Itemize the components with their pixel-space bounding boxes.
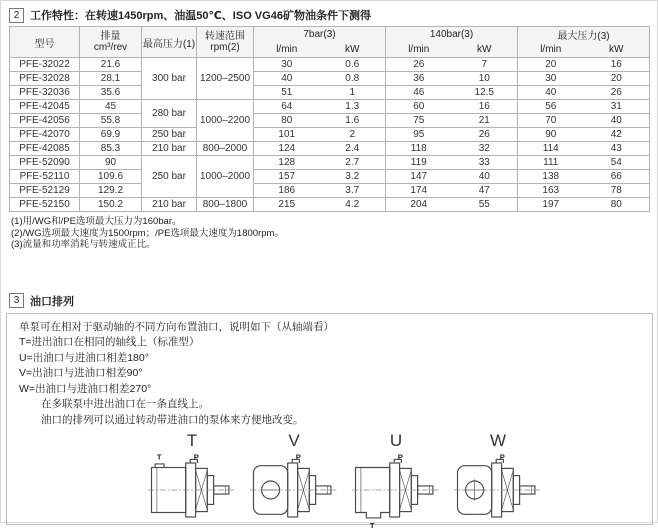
pump-diagram-W-label: W bbox=[489, 431, 507, 450]
subheader-kw-140bar: kW bbox=[452, 42, 518, 58]
table-cell: 35.6 bbox=[80, 86, 142, 100]
table-cell: PFE-52090 bbox=[10, 156, 80, 170]
description-line: W=出油口与进油口相差270° bbox=[19, 382, 152, 395]
table-cell: 114 bbox=[518, 142, 584, 156]
pump-W-drawing-svg bbox=[453, 450, 543, 530]
table-cell: PFE-42045 bbox=[10, 100, 80, 114]
table-cell: 16 bbox=[452, 100, 518, 114]
description-line: T=进出油口在相同的轴线上（标准型） bbox=[19, 336, 200, 348]
table-cell: 26 bbox=[452, 128, 518, 142]
table-cell: 1200–2500 bbox=[197, 58, 254, 100]
table-cell: 78 bbox=[584, 184, 650, 198]
table-cell: PFE-32028 bbox=[10, 72, 80, 86]
col-header-max-pressure: 最高压力(1) bbox=[142, 27, 197, 58]
footnote-line: (1)用/WG和/PE选项最大压力为160bar。 bbox=[11, 216, 182, 227]
table-cell: 26 bbox=[386, 58, 452, 72]
port-T-label: T bbox=[369, 520, 375, 530]
table-cell: 2.4 bbox=[320, 142, 386, 156]
table-cell: 55.8 bbox=[80, 114, 142, 128]
section2-title: 工作特性：在转速1450rpm、油温50℃、ISO VG46矿物油条件下测得 bbox=[30, 10, 371, 22]
table-cell: 250 bar bbox=[142, 156, 197, 198]
table-cell: 101 bbox=[254, 128, 320, 142]
table-row bbox=[10, 100, 650, 114]
pump-T-drawing-svg bbox=[147, 450, 237, 530]
table-cell: 3.2 bbox=[320, 170, 386, 184]
table-cell: 40 bbox=[584, 114, 650, 128]
table-cell: 210 bar bbox=[142, 142, 197, 156]
table-cell: 157 bbox=[254, 170, 320, 184]
table-row bbox=[10, 128, 650, 142]
footnotes bbox=[11, 216, 657, 251]
pump-diagram-T-label: T bbox=[186, 431, 198, 450]
table-cell: 1000–2200 bbox=[197, 100, 254, 142]
table-cell: 21 bbox=[452, 114, 518, 128]
port-P-label: P bbox=[295, 452, 301, 462]
table-cell: 32 bbox=[452, 142, 518, 156]
table-row bbox=[10, 58, 650, 72]
col-header-speed-range-line2: rpm(2) bbox=[210, 42, 240, 53]
subheader-lmin-140bar: l/min bbox=[386, 42, 452, 58]
table-cell: 45 bbox=[80, 100, 142, 114]
description-line: 单泵可在相对于驱动轴的不同方向布置油口，说明如下（从轴端看） bbox=[19, 320, 334, 333]
table-cell: 95 bbox=[386, 128, 452, 142]
col-header-speed-range-line1: 转速范围 bbox=[205, 31, 245, 42]
table-cell: 111 bbox=[518, 156, 584, 170]
table-cell: 60 bbox=[386, 100, 452, 114]
table-cell: 20 bbox=[518, 58, 584, 72]
table-cell: 4.2 bbox=[320, 198, 386, 212]
port-T-label: T bbox=[156, 452, 162, 462]
col-header-displacement bbox=[80, 27, 142, 58]
table-cell: 10 bbox=[452, 72, 518, 86]
description-line: 在多联泵中进出油口在一条直线上。 bbox=[41, 398, 209, 410]
table-cell: 20 bbox=[584, 72, 650, 86]
table-cell: 46 bbox=[386, 86, 452, 100]
table-cell: 215 bbox=[254, 198, 320, 212]
table-cell: 0.8 bbox=[320, 72, 386, 86]
table-cell: 2 bbox=[320, 128, 386, 142]
table-cell: 147 bbox=[386, 170, 452, 184]
table-cell: 30 bbox=[518, 72, 584, 86]
pump-V-drawing-svg bbox=[249, 450, 339, 530]
pump-diagram-U-label: U bbox=[389, 431, 403, 450]
col-group-7bar: 7bar(3) bbox=[254, 27, 386, 43]
table-row bbox=[10, 198, 650, 212]
table-cell: 800–1800 bbox=[197, 198, 254, 212]
table-row bbox=[10, 156, 650, 170]
table-cell: 186 bbox=[254, 184, 320, 198]
section3-number-box: 3 bbox=[9, 293, 24, 308]
table-row bbox=[10, 142, 650, 156]
table-cell: 47 bbox=[452, 184, 518, 198]
port-P-label: P bbox=[499, 452, 505, 462]
table-cell: 16 bbox=[584, 58, 650, 72]
table-cell: 55 bbox=[452, 198, 518, 212]
section2-header bbox=[9, 7, 657, 23]
table-cell: PFE-52129 bbox=[10, 184, 80, 198]
table-cell: 40 bbox=[518, 86, 584, 100]
table-cell: 138 bbox=[518, 170, 584, 184]
table-cell: 75 bbox=[386, 114, 452, 128]
table-cell: 3.7 bbox=[320, 184, 386, 198]
table-cell: 85.3 bbox=[80, 142, 142, 156]
table-cell: 1.6 bbox=[320, 114, 386, 128]
table-cell: 128 bbox=[254, 156, 320, 170]
pump-diagram-W bbox=[453, 432, 543, 530]
table-row bbox=[10, 86, 650, 100]
table-cell: PFE-42070 bbox=[10, 128, 80, 142]
table-row bbox=[10, 72, 650, 86]
table-cell: 43 bbox=[584, 142, 650, 156]
section2-number-box: 2 bbox=[9, 8, 24, 23]
table-cell: 119 bbox=[386, 156, 452, 170]
table-cell: 56 bbox=[518, 100, 584, 114]
col-header-speed-range bbox=[197, 27, 254, 58]
section3-header bbox=[9, 293, 657, 309]
table-cell: 21.6 bbox=[80, 58, 142, 72]
col-header-displacement-line2: cm³/rev bbox=[93, 42, 128, 53]
table-cell: 197 bbox=[518, 198, 584, 212]
table-cell: 70 bbox=[518, 114, 584, 128]
oil-port-description bbox=[19, 320, 640, 429]
table-cell: 118 bbox=[386, 142, 452, 156]
table-cell: 90 bbox=[518, 128, 584, 142]
port-P-label: P bbox=[193, 452, 199, 462]
subheader-kw-max: kW bbox=[584, 42, 650, 58]
table-cell: 124 bbox=[254, 142, 320, 156]
description-line: 油口的排列可以通过转动带进油口的泵体来方便地改变。 bbox=[41, 413, 304, 426]
table-cell: 1.3 bbox=[320, 100, 386, 114]
col-header-displacement-line1: 排量 bbox=[100, 31, 121, 42]
oil-port-box bbox=[6, 313, 653, 530]
table-cell: 174 bbox=[386, 184, 452, 198]
subheader-lmin-max: l/min bbox=[518, 42, 584, 58]
table-cell: 280 bar bbox=[142, 100, 197, 128]
table-cell: 90 bbox=[80, 156, 142, 170]
table-cell: 7 bbox=[452, 58, 518, 72]
table-cell: PFE-42085 bbox=[10, 142, 80, 156]
table-cell: PFE-52150 bbox=[10, 198, 80, 212]
footnote-line: (2)/WG选项最大速度为1500rpm；/PE选项最大速度为1800rpm。 bbox=[11, 227, 284, 239]
description-line: V=出油口与进油口相差90° bbox=[19, 367, 143, 379]
pump-U-drawing-svg bbox=[351, 450, 441, 530]
col-group-140bar: 140bar(3) bbox=[386, 27, 518, 43]
table-cell: 51 bbox=[254, 86, 320, 100]
table-cell: 40 bbox=[254, 72, 320, 86]
table-cell: 109.6 bbox=[80, 170, 142, 184]
table-cell: 64 bbox=[254, 100, 320, 114]
table-cell: 66 bbox=[584, 170, 650, 184]
table-cell: 36 bbox=[386, 72, 452, 86]
pump-diagram-U bbox=[351, 432, 441, 530]
performance-table bbox=[9, 26, 650, 212]
pump-diagram-V-label: V bbox=[288, 431, 300, 450]
table-body bbox=[10, 58, 650, 212]
footnote-line: (3)流量和功率消耗与转速成正比。 bbox=[11, 239, 156, 250]
table-cell: 210 bar bbox=[142, 198, 197, 212]
table-cell: 0.6 bbox=[320, 58, 386, 72]
pump-diagram-T bbox=[147, 432, 237, 530]
table-cell: 30 bbox=[254, 58, 320, 72]
table-cell: 800–2000 bbox=[197, 142, 254, 156]
table-cell: 26 bbox=[584, 86, 650, 100]
table-cell: 12.5 bbox=[452, 86, 518, 100]
table-row bbox=[10, 170, 650, 184]
subheader-kw-7bar: kW bbox=[320, 42, 386, 58]
table-cell: 150.2 bbox=[80, 198, 142, 212]
section3-title: 油口排列 bbox=[30, 295, 74, 308]
table-cell: 54 bbox=[584, 156, 650, 170]
col-header-model: 型号 bbox=[10, 27, 80, 58]
table-cell: 31 bbox=[584, 100, 650, 114]
table-cell: 129.2 bbox=[80, 184, 142, 198]
port-P-label: P bbox=[397, 452, 403, 462]
table-cell: 1 bbox=[320, 86, 386, 100]
table-cell: 204 bbox=[386, 198, 452, 212]
table-row bbox=[10, 114, 650, 128]
table-cell: 80 bbox=[254, 114, 320, 128]
table-cell: 250 bar bbox=[142, 128, 197, 142]
table-cell: 1000–2000 bbox=[197, 156, 254, 198]
pump-diagram-V bbox=[249, 432, 339, 530]
table-cell: 42 bbox=[584, 128, 650, 142]
table-cell: 80 bbox=[584, 198, 650, 212]
table-cell: 69.9 bbox=[80, 128, 142, 142]
col-group-max-pressure: 最大压力(3) bbox=[518, 27, 650, 43]
table-cell: 2.7 bbox=[320, 156, 386, 170]
table-cell: 28.1 bbox=[80, 72, 142, 86]
table-cell: PFE-52110 bbox=[10, 170, 80, 184]
table-cell: 300 bar bbox=[142, 58, 197, 100]
table-cell: 40 bbox=[452, 170, 518, 184]
description-line: U=出油口与进油口相差180° bbox=[19, 351, 149, 364]
table-cell: PFE-32022 bbox=[10, 58, 80, 72]
table-row bbox=[10, 184, 650, 198]
table-cell: PFE-32036 bbox=[10, 86, 80, 100]
pump-diagrams-row bbox=[147, 432, 640, 530]
table-cell: 33 bbox=[452, 156, 518, 170]
table-cell: 163 bbox=[518, 184, 584, 198]
subheader-lmin-7bar: l/min bbox=[254, 42, 320, 58]
table-cell: PFE-42056 bbox=[10, 114, 80, 128]
